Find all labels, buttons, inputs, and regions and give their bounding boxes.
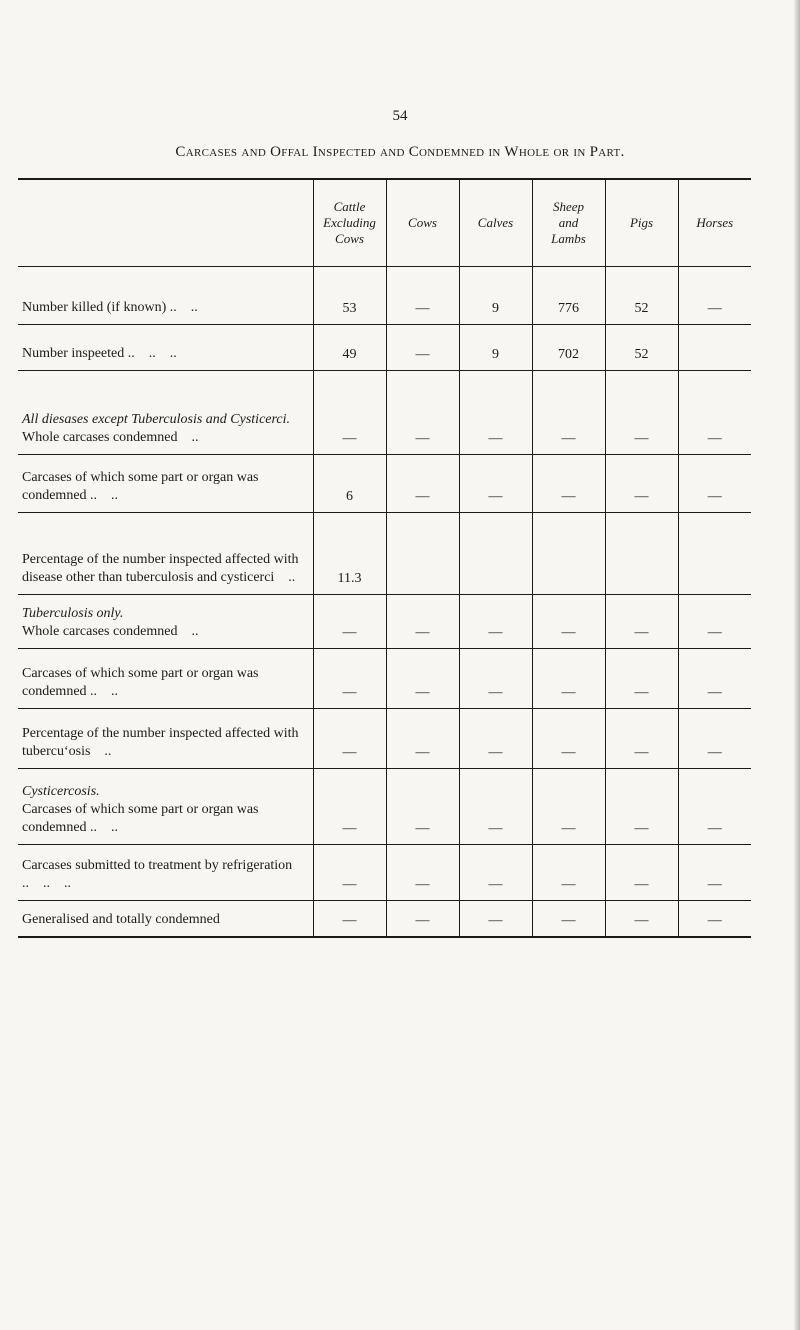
column-header	[459, 179, 532, 267]
column-header-line: Pigs	[629, 215, 654, 230]
cell-value: —	[561, 489, 576, 504]
table-cell	[605, 649, 678, 709]
table-row	[18, 371, 751, 455]
table-cell	[605, 455, 678, 513]
page-number: 54	[392, 108, 408, 124]
row-label-text: Whole carcases condemned ..	[22, 624, 199, 639]
cell-value: —	[415, 301, 430, 316]
table-cell	[386, 709, 459, 769]
cell-value: —	[561, 912, 576, 928]
table-cell	[678, 709, 751, 769]
table-cell	[313, 595, 386, 649]
table-cell	[678, 371, 751, 455]
cell-value: —	[415, 821, 430, 836]
table-cell	[386, 513, 459, 595]
cell-value: —	[342, 877, 357, 892]
cell-value: —	[634, 821, 649, 836]
cell-value: —	[415, 431, 430, 446]
table-cell	[678, 595, 751, 649]
cell-value: —	[488, 489, 503, 504]
cell-value: —	[707, 821, 722, 836]
table-cell	[605, 371, 678, 455]
cell-value: —	[707, 877, 722, 892]
column-header	[605, 179, 678, 267]
cell-value: —	[415, 625, 430, 640]
cell-value: —	[415, 877, 430, 892]
cell-value: —	[707, 431, 722, 446]
table-cell	[313, 325, 386, 371]
table-cell	[386, 901, 459, 937]
row-label	[18, 371, 313, 455]
table-cell	[459, 845, 532, 901]
row-label	[18, 267, 313, 325]
cell-value: —	[561, 431, 576, 446]
column-header-line: Horses	[696, 215, 734, 230]
row-label-text: Number inspeeted .. .. ..	[22, 346, 177, 361]
table-cell	[605, 595, 678, 649]
row-label	[18, 845, 313, 901]
header-row	[18, 179, 751, 267]
table-row	[18, 901, 751, 937]
table-cell	[459, 371, 532, 455]
table-cell	[605, 901, 678, 937]
row-label-text: Carcases submitted to treatment by refrigeration .. .. ..	[22, 858, 293, 891]
table-cell	[386, 845, 459, 901]
table-row	[18, 845, 751, 901]
cell-value: —	[342, 685, 357, 700]
table-cell	[459, 325, 532, 371]
cell-value: —	[488, 745, 503, 760]
table-cell	[678, 513, 751, 595]
cell-value: —	[634, 685, 649, 700]
cell-value: 49	[342, 347, 357, 362]
table-cell	[605, 709, 678, 769]
cell-value: 702	[558, 347, 579, 362]
cell-value: —	[634, 431, 649, 446]
cell-value: 11.3	[337, 571, 362, 586]
table-cell	[313, 267, 386, 325]
cell-value: —	[634, 745, 649, 760]
cell-value: —	[634, 625, 649, 640]
table-cell	[459, 901, 532, 937]
column-header	[313, 179, 386, 267]
cell-value: —	[707, 912, 722, 928]
table-cell	[532, 455, 605, 513]
column-header	[678, 179, 751, 267]
cell-value: —	[634, 877, 649, 892]
row-label	[18, 455, 313, 513]
section-heading: Cysticercosis.	[22, 784, 100, 799]
cell-value: —	[488, 912, 503, 928]
table-cell	[532, 513, 605, 595]
cell-value: —	[707, 301, 722, 316]
cell-value: —	[342, 431, 357, 446]
header-blank	[18, 179, 313, 267]
cell-value: —	[342, 912, 357, 928]
cell-value: —	[561, 625, 576, 640]
table-cell	[532, 845, 605, 901]
table-cell	[605, 513, 678, 595]
cell-value: —	[707, 685, 722, 700]
cell-value: 9	[492, 347, 499, 362]
cell-value: —	[415, 912, 430, 928]
table-cell	[459, 595, 532, 649]
table-cell	[678, 649, 751, 709]
cell-value: —	[415, 489, 430, 504]
table-cell	[386, 325, 459, 371]
table-cell	[532, 595, 605, 649]
cell-value: —	[342, 821, 357, 836]
table-cell	[678, 845, 751, 901]
table-cell	[532, 769, 605, 845]
table-cell	[532, 649, 605, 709]
table-cell	[605, 325, 678, 371]
column-header-line: Sheep	[552, 199, 585, 214]
cell-value: —	[342, 625, 357, 640]
table-cell	[459, 769, 532, 845]
column-header	[386, 179, 459, 267]
table-row	[18, 513, 751, 595]
row-label-text: Number killed (if known) .. ..	[22, 300, 198, 315]
table-cell	[313, 371, 386, 455]
cell-value: —	[561, 745, 576, 760]
table-header	[18, 179, 751, 267]
table-row	[18, 455, 751, 513]
table-row	[18, 595, 751, 649]
cell-value: —	[342, 745, 357, 760]
table-row	[18, 769, 751, 845]
table-cell	[532, 709, 605, 769]
cell-value: —	[707, 489, 722, 504]
table-cell	[459, 709, 532, 769]
column-header-line: Lambs	[551, 231, 586, 246]
section-heading: Tuberculosis only.	[22, 606, 124, 621]
table-cell	[386, 455, 459, 513]
cell-value: —	[634, 489, 649, 504]
page-edge	[794, 0, 800, 1330]
row-label-text: Generalised and totally condemned	[22, 911, 220, 927]
table-cell	[459, 649, 532, 709]
cell-value: 9	[492, 301, 499, 316]
column-header-line: Calves	[477, 215, 514, 230]
table-cell	[313, 769, 386, 845]
table-cell	[386, 649, 459, 709]
table-cell	[678, 455, 751, 513]
row-label-text: Whole carcases condemned ..	[22, 430, 199, 445]
row-label	[18, 595, 313, 649]
cell-value: —	[415, 685, 430, 700]
cell-value: —	[707, 745, 722, 760]
table-cell	[532, 371, 605, 455]
table-row	[18, 709, 751, 769]
table-row	[18, 267, 751, 325]
cell-value: 776	[558, 301, 579, 316]
table-cell	[459, 455, 532, 513]
row-label-text: Carcases of which some part or organ was condemned .. ..	[22, 666, 259, 699]
row-label-text: Carcases of which some part or organ was condemned .. ..	[22, 470, 259, 503]
table-cell	[678, 325, 751, 371]
row-label	[18, 649, 313, 709]
inspection-table	[18, 178, 751, 938]
table-cell	[678, 901, 751, 937]
table-cell	[678, 267, 751, 325]
cell-value: 52	[634, 347, 649, 362]
row-label	[18, 325, 313, 371]
column-header-line: and	[558, 215, 579, 230]
table-cell	[532, 325, 605, 371]
column-header-line: Cattle	[333, 199, 366, 214]
table-cell	[313, 455, 386, 513]
row-label	[18, 709, 313, 769]
cell-value: 53	[342, 301, 357, 316]
cell-value: —	[561, 685, 576, 700]
cell-value: —	[634, 912, 649, 928]
cell-value: —	[488, 431, 503, 446]
cell-value: —	[488, 877, 503, 892]
table-cell	[532, 901, 605, 937]
column-header-line: Cows	[408, 215, 437, 230]
cell-value: —	[488, 685, 503, 700]
cell-value: 6	[346, 489, 353, 504]
table-cell	[386, 595, 459, 649]
cell-value: —	[415, 745, 430, 760]
table-cell	[605, 267, 678, 325]
table-cell	[678, 769, 751, 845]
cell-value: —	[488, 821, 503, 836]
table-row	[18, 649, 751, 709]
cell-value: —	[707, 625, 722, 640]
cell-value: 52	[634, 301, 649, 316]
table-cell	[313, 901, 386, 937]
row-label	[18, 513, 313, 595]
column-header-line: Cows	[335, 231, 364, 246]
section-heading: All diesases except Tuberculosis and Cysticerci.	[22, 412, 291, 427]
table-body	[18, 267, 751, 937]
table-cell	[313, 709, 386, 769]
cell-value: —	[488, 625, 503, 640]
table-cell	[605, 769, 678, 845]
table-cell	[459, 513, 532, 595]
cell-value: —	[561, 877, 576, 892]
row-label-text: Carcases of which some part or organ was condemned .. ..	[22, 802, 259, 835]
table-cell	[313, 649, 386, 709]
column-header	[532, 179, 605, 267]
cell-value: —	[561, 821, 576, 836]
page-title: Carcases and Offal Inspected and Condemned in Whole or in Part.	[175, 144, 625, 160]
table-cell	[313, 845, 386, 901]
table-cell	[313, 513, 386, 595]
table-cell	[386, 769, 459, 845]
table-cell	[386, 267, 459, 325]
row-label	[18, 901, 313, 937]
table-cell	[386, 371, 459, 455]
table-cell	[605, 845, 678, 901]
table-row	[18, 325, 751, 371]
table-cell	[532, 267, 605, 325]
column-header-line: Excluding	[323, 215, 376, 230]
row-label-text: Percentage of the number inspected affected with tubercu‘osis ..	[22, 726, 299, 759]
row-label	[18, 769, 313, 845]
table-cell	[459, 267, 532, 325]
cell-value: —	[415, 347, 430, 362]
row-label-text: Percentage of the number inspected affected with disease other than tuberculosis and cysticerci ..	[22, 552, 299, 585]
